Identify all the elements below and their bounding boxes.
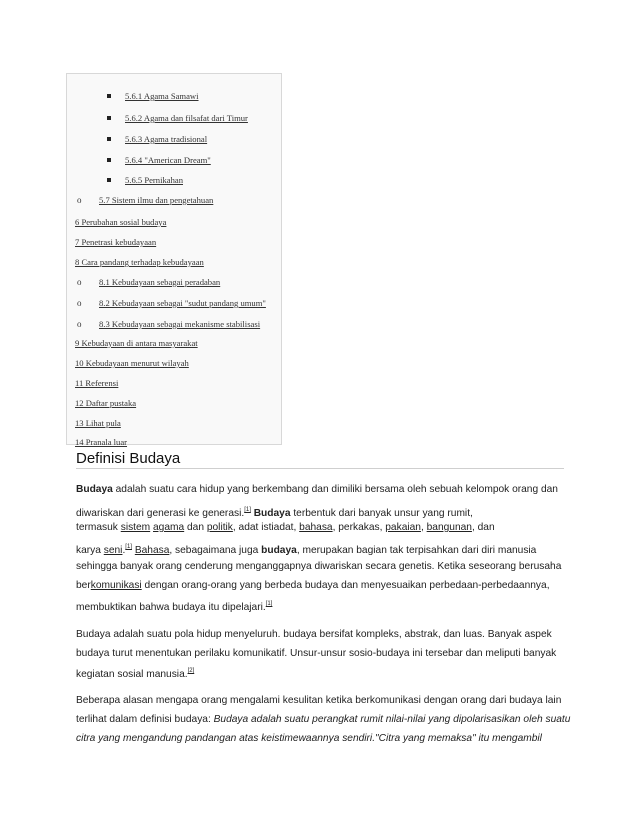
italic-text: citra yang mengandung pandangan atas keistimewaannya sendiri."Citra yang memaksa" itu mengambil [76, 733, 542, 744]
toc-link[interactable]: 8 Cara pandang terhadap kebudayaan [75, 257, 204, 267]
paragraph-line [76, 483, 558, 496]
heading-divider [76, 468, 564, 469]
toc-link[interactable]: 5.6.3 Agama tradisional [125, 134, 208, 144]
paragraph-line [76, 521, 495, 534]
table-of-contents [66, 73, 282, 445]
italic-text: Budaya adalah suatu perangkat rumit nilai-nilai yang dipolarisasikan oleh suatu [213, 714, 571, 725]
text: terbentuk dari banyak unsur yang rumit, [290, 508, 473, 519]
toc-link[interactable]: 5.6.1 Agama Samawi [125, 91, 199, 101]
text: , [420, 522, 427, 533]
text: , adat istiadat, [232, 522, 300, 533]
text: terlihat dalam definisi budaya: [76, 714, 214, 725]
text: , perkakas, [332, 522, 386, 533]
bold-term: budaya [261, 545, 297, 556]
circle-bullet-icon: o [77, 195, 82, 205]
link-politik[interactable]: politik [206, 522, 233, 533]
toc-link[interactable]: 9 Kebudayaan di antara masyarakat [75, 338, 198, 348]
paragraph-line [76, 579, 550, 592]
paragraph-line: Budaya adalah suatu pola hidup menyeluruh. budaya bersifat kompleks, abstrak, dan luas. Banyak aspek [76, 629, 552, 640]
toc-link[interactable]: 8.3 Kebudayaan sebagai mekanisme stabilisasi [99, 319, 261, 329]
paragraph-line [76, 665, 194, 681]
text: diwariskan dari generasi ke generasi. [76, 508, 245, 519]
text: kegiatan sosial manusia. [76, 669, 188, 680]
paragraph-line: karya seni.[1] Bahasa, sebagaimana juga budaya, merupakan bagian tak terpisahkan dari diri manusia [76, 544, 537, 556]
link-pakaian[interactable]: pakaian [385, 522, 421, 533]
toc-link[interactable]: 6 Perubahan sosial budaya [75, 217, 167, 227]
text: karya [76, 545, 104, 556]
toc-link[interactable]: 5.7 Sistem ilmu dan pengetahuan [99, 195, 214, 205]
toc-link[interactable]: 14 Pranala luar [75, 437, 128, 447]
text: , dan [471, 522, 495, 533]
paragraph-line [76, 732, 542, 745]
paragraph-line [76, 598, 272, 614]
paragraph-line: budaya turut menentukan perilaku komunikatif. Unsur-unsur sosio-budaya ini tersebar dan meliputi banyak [76, 648, 557, 659]
circle-bullet-icon: o [77, 298, 82, 308]
citation-link[interactable]: [1] [125, 544, 132, 550]
link-bahasa-2[interactable]: Bahasa [134, 545, 170, 556]
text: adalah suatu cara hidup yang berkembang dan dimiliki bersama oleh sebuah kelompok orang dan [112, 484, 558, 495]
square-bullet-icon [107, 158, 111, 162]
square-bullet-icon [107, 116, 111, 120]
text: dengan orang-orang yang berbeda budaya dan menyesuaikan perbedaan-perbedaannya, [141, 580, 550, 591]
square-bullet-icon [107, 178, 111, 182]
paragraph-line: Beberapa alasan mengapa orang mengalami kesulitan ketika berkomunikasi dengan orang dari budaya lain [76, 695, 562, 706]
text: , sebagaimana juga [169, 545, 262, 556]
link-agama[interactable]: agama [153, 522, 185, 533]
link-komunikasi[interactable]: komunikasi [90, 580, 142, 591]
citation-link[interactable]: [1] [244, 507, 251, 513]
toc-link[interactable]: 11 Referensi [75, 378, 119, 388]
toc-link[interactable]: 13 Lihat pula [75, 418, 121, 428]
bold-term: Budaya [253, 508, 291, 519]
paragraph-line: sehingga banyak orang cenderung menganggapnya diwariskan secara genetis. Ketika seseorang berusaha [76, 561, 562, 572]
section-heading: Definisi Budaya [76, 450, 181, 467]
link-bangunan[interactable]: bangunan [426, 522, 472, 533]
toc-link[interactable]: 8.1 Kebudayaan sebagai peradaban [99, 277, 221, 287]
toc-link[interactable]: 10 Kebudayaan menurut wilayah [75, 358, 189, 368]
bold-term: Budaya [76, 484, 113, 495]
text: membuktikan bahwa budaya itu dipelajari. [76, 602, 266, 613]
text: , merupakan bagian tak terpisahkan dari diri manusia [296, 545, 537, 556]
link-sistem[interactable]: sistem [120, 522, 151, 533]
square-bullet-icon [107, 94, 111, 98]
link-seni[interactable]: seni [103, 545, 123, 556]
citation-link[interactable]: [2] [187, 668, 195, 674]
text: ber [76, 580, 91, 591]
link-bahasa[interactable]: bahasa [299, 522, 333, 533]
toc-link[interactable]: 8.2 Kebudayaan sebagai "sudut pandang umum" [99, 298, 266, 308]
paragraph-line [76, 713, 570, 726]
toc-link[interactable]: 7 Penetrasi kebudayaan [75, 237, 157, 247]
toc-link[interactable]: 5.6.5 Pernikahan [125, 175, 183, 185]
square-bullet-icon [107, 137, 111, 141]
paragraph-line [76, 504, 473, 520]
text: dan [184, 522, 207, 533]
text: termasuk [76, 522, 121, 533]
toc-link[interactable]: 12 Daftar pustaka [75, 398, 137, 408]
toc-link[interactable]: 5.6.2 Agama dan filsafat dari Timur [125, 113, 248, 123]
circle-bullet-icon: o [77, 319, 82, 329]
citation-link[interactable]: [1] [265, 601, 273, 607]
circle-bullet-icon: o [77, 277, 82, 287]
toc-link[interactable]: 5.6.4 "American Dream" [125, 155, 211, 165]
